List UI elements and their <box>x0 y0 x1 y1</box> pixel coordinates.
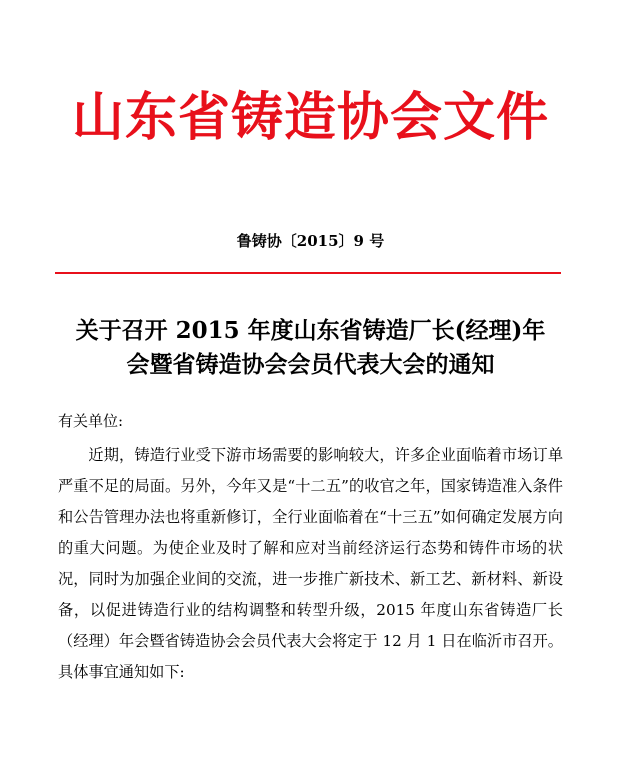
notice-title-line-2: 会暨省铸造协会会员代表大会的通知 <box>126 351 495 378</box>
document-header-title: 山东省铸造协会文件 <box>71 87 549 148</box>
notice-title-line-1: 关于召开 2015 年度山东省铸造厂长(经理)年 <box>75 317 546 344</box>
salutation: 有关单位: <box>58 412 124 430</box>
notice-body <box>58 440 563 688</box>
notice-title <box>40 314 581 382</box>
body-paragraph: 近期，铸造行业受下游市场需要的影响较大，许多企业面临着市场订单严重不足的局面。另外，今年又是“十二五”的收官之年，国家铸造准入条件和公告管理办法也将重新修订，全行业面临着在“十三五”如何确定发展方向的重大问题。为使企业及时了解和应对当前经济运行态势和铸件市场的状况，同时为加强企业间的交流，进一步推广新技术、新工艺、新材料、新设备，以促进铸造行业的结构调整和转型升级，2015 年度山东省铸造厂长（经理）年会暨省铸造协会会员代表大会将定于 12 月 1 日在临沂市召开。具体事宜通知如下: <box>58 446 563 681</box>
red-divider-line <box>55 272 561 274</box>
document-number: 鲁铸协〔2015〕9 号 <box>236 232 385 250</box>
